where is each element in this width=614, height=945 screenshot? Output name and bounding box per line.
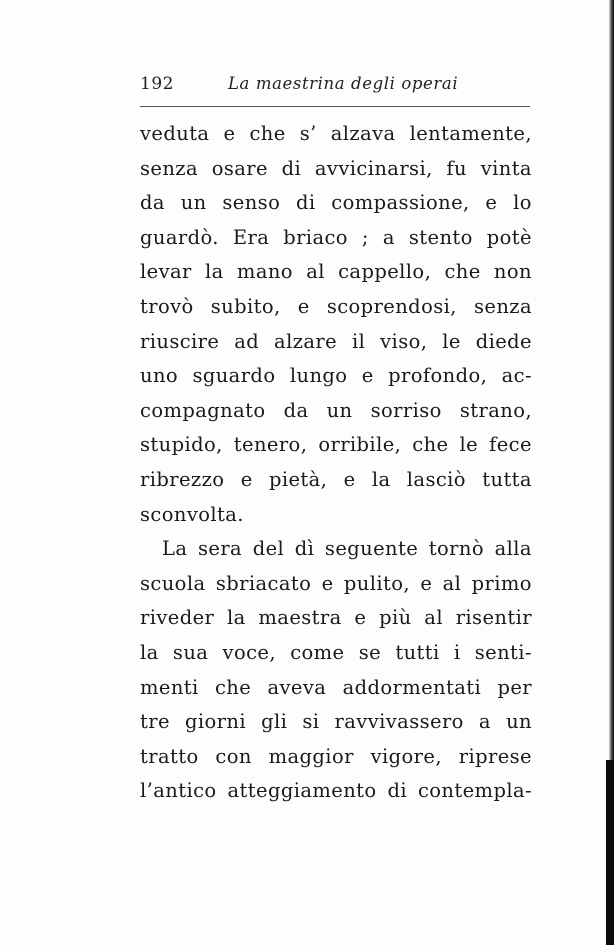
word: lungo: [289, 364, 348, 388]
word: e: [297, 294, 310, 318]
word: addormentati: [342, 675, 482, 699]
word: sconvolta.: [140, 502, 244, 526]
text-line: [140, 671, 532, 706]
word: di: [387, 779, 408, 803]
word: l’antico: [140, 779, 217, 803]
word: menti: [140, 675, 199, 699]
word: fu: [446, 156, 467, 180]
page-edge-dark: [606, 760, 614, 945]
word: senso: [222, 191, 281, 215]
word: con: [215, 744, 252, 768]
word: per: [497, 675, 532, 699]
word: da: [283, 398, 309, 422]
word: cappello,: [338, 260, 432, 284]
word: ribrezzo: [140, 467, 225, 491]
word: vinta: [480, 156, 532, 180]
word: scoprendosi,: [326, 294, 457, 318]
word: al: [306, 260, 325, 284]
text-line: [140, 428, 532, 463]
text-line: [140, 117, 532, 152]
page-number: 192: [140, 74, 174, 94]
word: la: [227, 606, 246, 630]
word: come: [290, 640, 345, 664]
word: da: [140, 191, 165, 215]
word: tratto: [140, 744, 199, 768]
word: compassione,: [331, 191, 470, 215]
word: lasciò: [406, 467, 466, 491]
word: briaco: [283, 225, 348, 249]
word: a: [478, 710, 491, 734]
word: potè: [486, 225, 532, 249]
word: gli: [261, 710, 288, 734]
word: un: [326, 398, 353, 422]
text-line: [140, 567, 532, 602]
word: ad: [234, 329, 260, 353]
word: e: [321, 571, 334, 595]
word: compagnato: [140, 398, 266, 422]
word: levar: [140, 260, 192, 284]
word: alzare: [274, 329, 338, 353]
word: lo: [513, 191, 532, 215]
word: al: [442, 571, 462, 595]
text-line: [140, 152, 532, 187]
word: sua: [172, 640, 209, 664]
word: alzava: [330, 122, 396, 145]
running-header: [140, 74, 528, 98]
word: dì: [294, 537, 315, 561]
word: che: [249, 122, 286, 145]
word: e: [361, 364, 374, 388]
word: e: [420, 571, 433, 595]
word: e: [343, 467, 356, 491]
text-line: [140, 498, 532, 533]
word: uno: [140, 364, 179, 388]
word: le: [442, 329, 461, 353]
text-line: [140, 325, 532, 360]
word: senti-: [474, 640, 532, 664]
word: più: [379, 606, 412, 630]
word: osare: [211, 156, 268, 180]
word: tenero,: [233, 433, 308, 457]
word: pietà,: [268, 467, 328, 491]
word: le: [459, 433, 479, 457]
word: sorriso: [370, 398, 442, 422]
text-line: [140, 186, 532, 221]
text-line: [140, 705, 532, 740]
word: giorni: [185, 710, 246, 734]
text-line: [140, 221, 532, 256]
word: sbriacato: [215, 571, 312, 595]
word: il: [351, 329, 366, 353]
word: a: [382, 225, 395, 249]
word: sguardo: [192, 364, 276, 388]
header-rule: [140, 106, 530, 107]
word: subito,: [210, 294, 281, 318]
word: seguente: [324, 537, 419, 561]
word: tutti: [395, 640, 440, 664]
word: riuscire: [140, 329, 220, 353]
word: non: [493, 260, 532, 284]
word: che: [412, 433, 449, 457]
text-line: [140, 601, 532, 636]
running-title: La maestrina degli operai: [228, 74, 459, 93]
word: tutta: [482, 467, 532, 491]
word: di: [281, 156, 302, 180]
word: un: [180, 191, 207, 215]
body-text: [140, 117, 532, 809]
word: si: [302, 710, 320, 734]
text-line: [140, 394, 532, 429]
word: che: [444, 260, 481, 284]
word: s’: [299, 122, 317, 145]
word: La: [162, 537, 188, 561]
word: atteggiamento: [227, 779, 377, 803]
word: senza: [140, 156, 199, 180]
word: guardò.: [140, 225, 219, 249]
text-line: [140, 255, 532, 290]
word: primo: [471, 571, 532, 595]
text-line: [140, 359, 532, 394]
word: riveder: [140, 606, 215, 630]
word: se: [358, 640, 382, 664]
word: pulito,: [343, 571, 410, 595]
word: e: [223, 122, 236, 145]
word: risentir: [455, 606, 532, 630]
word: del: [252, 537, 285, 561]
word: scuola: [140, 571, 206, 595]
word: e: [240, 467, 253, 491]
text-line: [140, 774, 532, 809]
word: ;: [361, 225, 369, 249]
word: veduta: [140, 122, 210, 145]
word: che: [214, 675, 252, 699]
word: senza: [473, 294, 532, 318]
word: tre: [140, 710, 170, 734]
word: tornò: [428, 537, 484, 561]
word: un: [506, 710, 532, 734]
word: stupido,: [140, 433, 223, 457]
word: maggior: [268, 744, 354, 768]
word: alla: [494, 537, 532, 561]
word: orribile,: [318, 433, 402, 457]
word: contempla-: [417, 779, 532, 803]
word: al: [424, 606, 443, 630]
word: trovò: [140, 294, 194, 318]
word: riprese: [458, 744, 532, 768]
word: la: [140, 640, 159, 664]
word: aveva: [267, 675, 327, 699]
word: e: [354, 606, 367, 630]
word: maestra: [258, 606, 342, 630]
word: i: [453, 640, 461, 664]
word: Era: [232, 225, 270, 249]
word: vigore,: [370, 744, 442, 768]
text-line: [140, 463, 532, 498]
word: lentamente,: [409, 122, 532, 145]
word: fece: [489, 433, 532, 457]
word: ravvivassero: [334, 710, 464, 734]
word: la: [205, 260, 224, 284]
word: la: [371, 467, 391, 491]
word: strano,: [459, 398, 532, 422]
text-line: [140, 740, 532, 775]
word: viso,: [380, 329, 428, 353]
word: e: [485, 191, 498, 215]
word: profondo,: [388, 364, 488, 388]
word: sera: [197, 537, 243, 561]
word: avvicinarsi,: [314, 156, 433, 180]
text-line: [140, 532, 532, 567]
word: mano: [236, 260, 293, 284]
word: ac-: [501, 364, 532, 388]
word: stento: [408, 225, 473, 249]
text-line: [140, 290, 532, 325]
word: diede: [475, 329, 532, 353]
word: di: [296, 191, 316, 215]
text-line: [140, 636, 532, 671]
word: voce,: [222, 640, 276, 664]
